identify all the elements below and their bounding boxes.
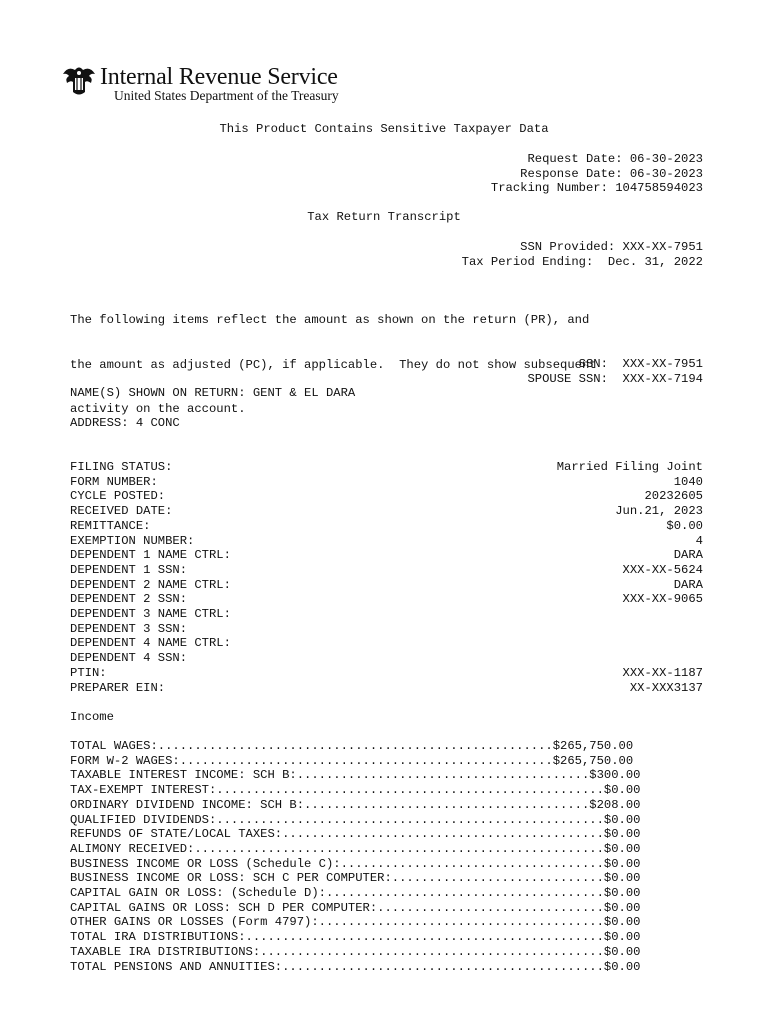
field-value: XXX-XX-9065 [622,592,703,607]
ssn-provided: SSN Provided: XXX-XX-7951 [520,240,703,254]
field-value: DARA [673,548,703,563]
income-line: TOTAL PENSIONS AND ANNUITIES:............................................$0.00 [70,959,641,974]
field-value: XXX-XX-1187 [622,665,703,680]
income-line: ORDINARY DIVIDEND INCOME: SCH B:.......................................$208.00 [70,797,641,812]
field-row [70,578,703,593]
field-label: DEPENDENT 2 NAME CTRL: [70,577,231,592]
income-line: TOTAL IRA DISTRIBUTIONS:.................................................$0.00 [70,930,641,945]
income-line: REFUNDS OF STATE/LOCAL TAXES:............................................$0.00 [70,827,641,842]
field-value: Married Filing Joint [556,460,703,474]
field-row [70,636,703,651]
field-row [70,475,703,490]
tax-period-ending: Tax Period Ending: Dec. 31, 2022 [461,254,703,269]
spouse-ssn: SPOUSE SSN: XXX-XX-7194 [527,371,703,386]
field-row [70,622,703,637]
field-row [70,534,703,549]
field-label: EXEMPTION NUMBER: [70,533,195,548]
taxpayer-ssn: SSN: XXX-XX-7951 [578,357,703,371]
field-row [70,519,703,534]
sensitive-data-notice: This Product Contains Sensitive Taxpayer Data [219,122,549,136]
intro-line: the amount as adjusted (PC), if applicable. They do not show subsequent [70,357,597,372]
names-on-return: NAME(S) SHOWN ON RETURN: GENT & EL DARA [70,386,356,400]
field-label: FORM NUMBER: [70,474,158,489]
request-date: Request Date: 06-30-2023 [527,152,703,166]
income-line: TAXABLE IRA DISTRIBUTIONS:...............................................$0.00 [70,944,641,959]
field-label: CYCLE POSTED: [70,489,166,504]
field-row [70,681,703,696]
field-value: 20232605 [644,489,703,504]
field-label: DEPENDENT 3 NAME CTRL: [70,607,231,621]
income-line: ALIMONY RECEIVED:........................................................$0.00 [70,841,641,856]
field-value: XX-XXX3137 [629,680,703,695]
field-row [70,651,703,666]
address: ADDRESS: 4 CONC [70,416,180,430]
field-row [70,489,703,504]
income-line: CAPITAL GAINS OR LOSS: SCH D PER COMPUTER:...............................$0.00 [70,900,641,915]
field-label: DEPENDENT 3 SSN: [70,621,188,636]
income-line: TAX-EXEMPT INTEREST:.....................................................$0.00 [70,783,641,798]
income-line: CAPITAL GAIN OR LOSS: (Schedule D):......................................$0.00 [70,886,641,900]
field-row [70,504,703,519]
field-value: DARA [673,577,703,592]
income-line: FORM W-2 WAGES:...................................................$265,750.00 [70,753,634,768]
response-date: Response Date: 06-30-2023 [520,166,703,181]
tracking-number: Tracking Number: 104758594023 [490,181,703,196]
intro-line: The following items reflect the amount as shown on the return (PR), and [70,313,590,328]
income-heading: Income [70,710,114,724]
field-row [70,460,703,475]
field-label: PREPARER EIN: [70,680,166,695]
income-line: QUALIFIED DIVIDENDS:.....................................................$0.00 [70,812,641,827]
agency-subtitle: United States Department of the Treasury [114,88,339,103]
income-line: TAXABLE INTEREST INCOME: SCH B:........................................$300.00 [70,768,641,783]
field-value: $0.00 [666,518,703,533]
income-line: OTHER GAINS OR LOSSES (Form 4797):.......................................$0.00 [70,915,641,930]
income-line: BUSINESS INCOME OR LOSS (Schedule C):....................................$0.00 [70,856,641,871]
field-row [70,592,703,607]
field-label: RECEIVED DATE: [70,504,173,519]
field-label: PTIN: [70,665,107,680]
intro-line: activity on the account. [70,401,246,416]
agency-name: Internal Revenue Service [100,64,338,90]
field-value: XXX-XX-5624 [622,562,703,577]
field-label: DEPENDENT 1 SSN: [70,562,188,577]
field-row [70,563,703,578]
field-label: DEPENDENT 1 NAME CTRL: [70,548,231,563]
field-row [70,607,703,622]
irs-eagle-seal-icon [60,64,98,98]
field-label: DEPENDENT 4 SSN: [70,651,188,666]
income-line: BUSINESS INCOME OR LOSS: SCH C PER COMPUTER:.............................$0.00 [70,871,641,886]
income-line: TOTAL WAGES:......................................................$265,750.00 [70,739,634,753]
field-row [70,666,703,681]
field-label: DEPENDENT 4 NAME CTRL: [70,636,231,651]
field-label: REMITTANCE: [70,518,151,533]
field-label: DEPENDENT 2 SSN: [70,592,188,607]
irs-logo [60,64,390,108]
field-value: 1040 [673,474,703,489]
document-title: Tax Return Transcript [307,210,461,224]
field-value: 4 [695,533,703,548]
field-row [70,548,703,563]
field-label: FILING STATUS: [70,460,173,474]
field-value: Jun.21, 2023 [615,504,703,519]
